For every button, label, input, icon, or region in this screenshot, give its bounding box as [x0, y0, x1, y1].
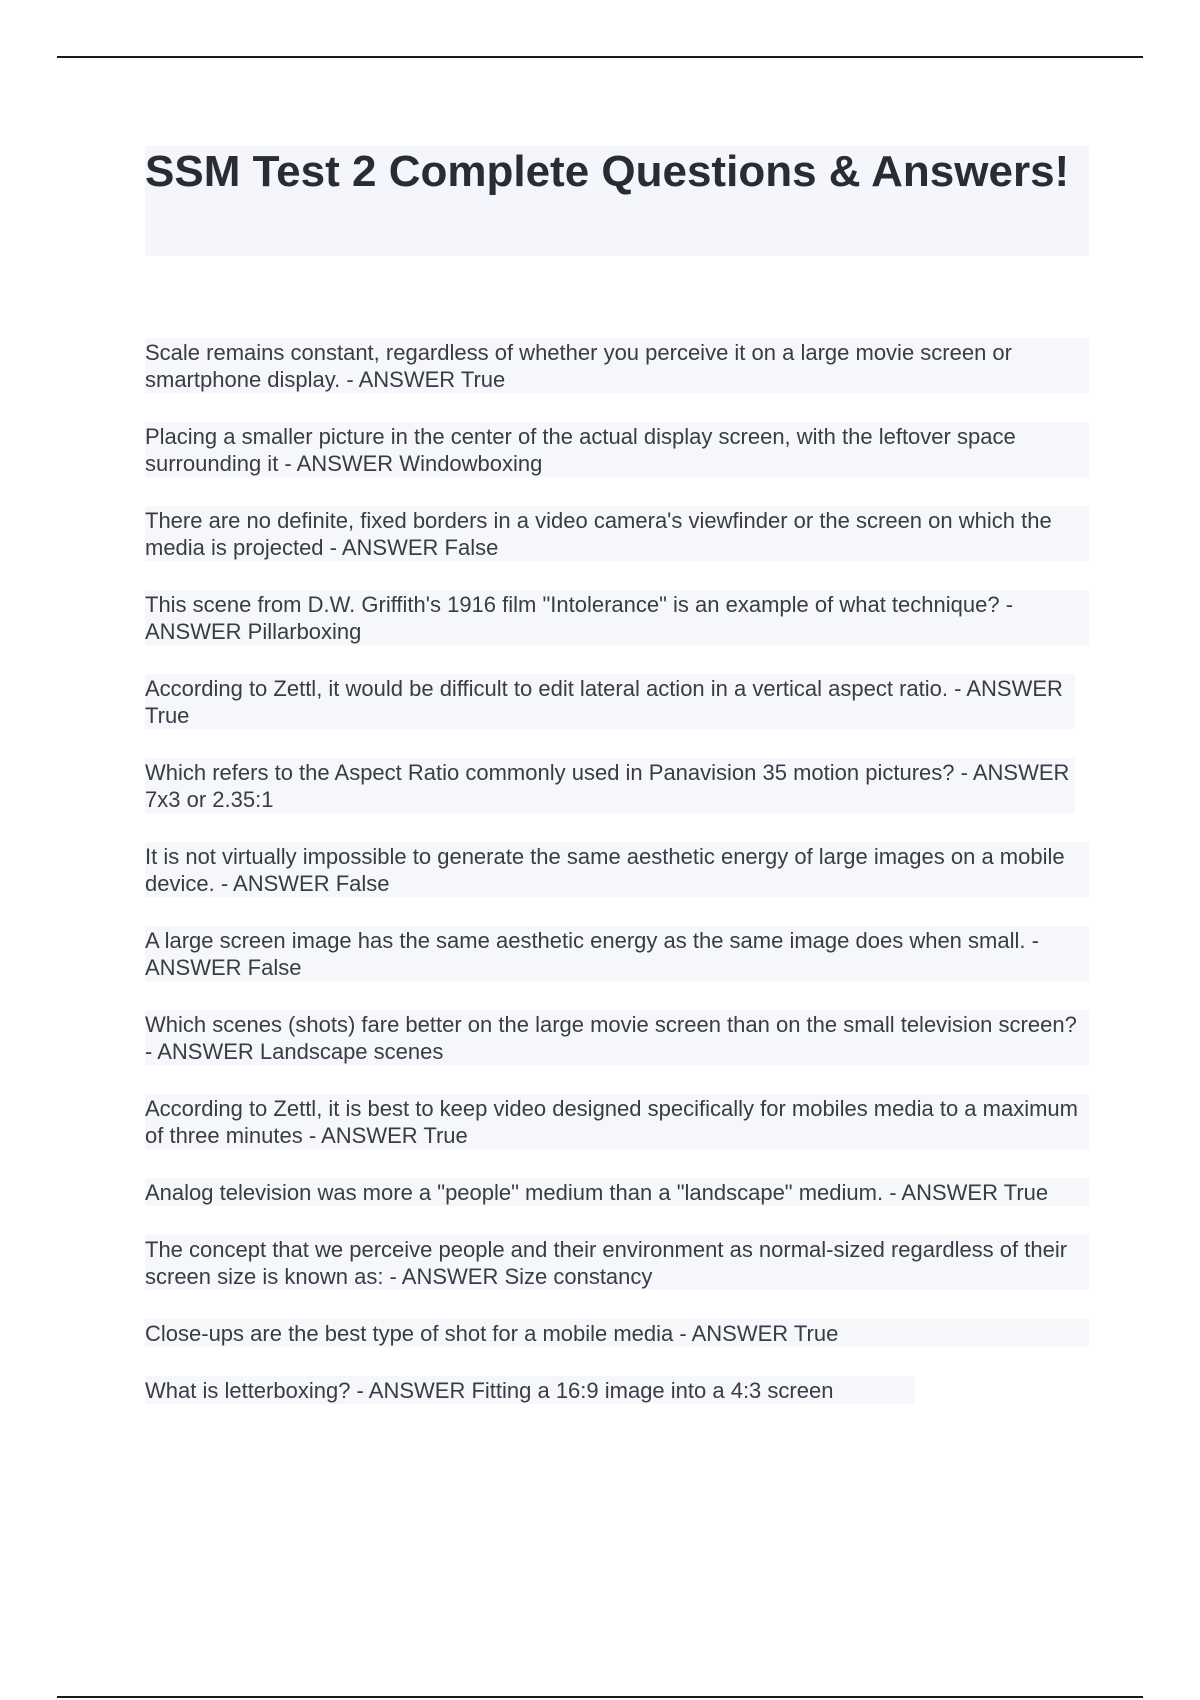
- qa-item-12: The concept that we perceive people and their environment as normal-sized regardless of their screen size is known as: - ANSWER Size constancy: [145, 1235, 1089, 1290]
- qa-item-6: Which refers to the Aspect Ratio commonly used in Panavision 35 motion pictures? - ANSWER 7x3 or 2.35:1: [145, 758, 1075, 813]
- bottom-rule: [57, 1696, 1143, 1698]
- qa-item-9: Which scenes (shots) fare better on the large movie screen than on the small television screen? - ANSWER Landscape scenes: [145, 1010, 1089, 1065]
- qa-item-3: There are no definite, fixed borders in a video camera's viewfinder or the screen on which the media is projected - ANSWER False: [145, 506, 1089, 561]
- qa-item-7: It is not virtually impossible to generate the same aesthetic energy of large images on a mobile device. - ANSWER False: [145, 842, 1089, 897]
- qa-item-10: According to Zettl, it is best to keep video designed specifically for mobiles media to a maximum of three minutes - ANSWER True: [145, 1094, 1089, 1149]
- qa-item-2: Placing a smaller picture in the center of the actual display screen, with the leftover space surrounding it - ANSWER Windowboxing: [145, 422, 1089, 477]
- qa-item-4: This scene from D.W. Griffith's 1916 film "Intolerance" is an example of what technique? - ANSWER Pillarboxing: [145, 590, 1089, 645]
- qa-item-1: Scale remains constant, regardless of whether you perceive it on a large movie screen or smartphone display. - ANSWER True: [145, 338, 1089, 393]
- qa-list: [145, 338, 1089, 1433]
- qa-item-11: Analog television was more a "people" medium than a "landscape" medium. - ANSWER True: [145, 1178, 1089, 1206]
- qa-item-14: What is letterboxing? - ANSWER Fitting a 16:9 image into a 4:3 screen: [145, 1376, 915, 1404]
- qa-item-8: A large screen image has the same aesthetic energy as the same image does when small. - ANSWER False: [145, 926, 1089, 981]
- qa-item-5: According to Zettl, it would be difficult to edit lateral action in a vertical aspect ratio. - ANSWER True: [145, 674, 1075, 729]
- title-block: [145, 146, 1089, 256]
- page-title: SSM Test 2 Complete Questions & Answers!: [145, 147, 1070, 196]
- top-rule: [57, 56, 1143, 58]
- qa-item-13: Close-ups are the best type of shot for a mobile media - ANSWER True: [145, 1319, 1089, 1347]
